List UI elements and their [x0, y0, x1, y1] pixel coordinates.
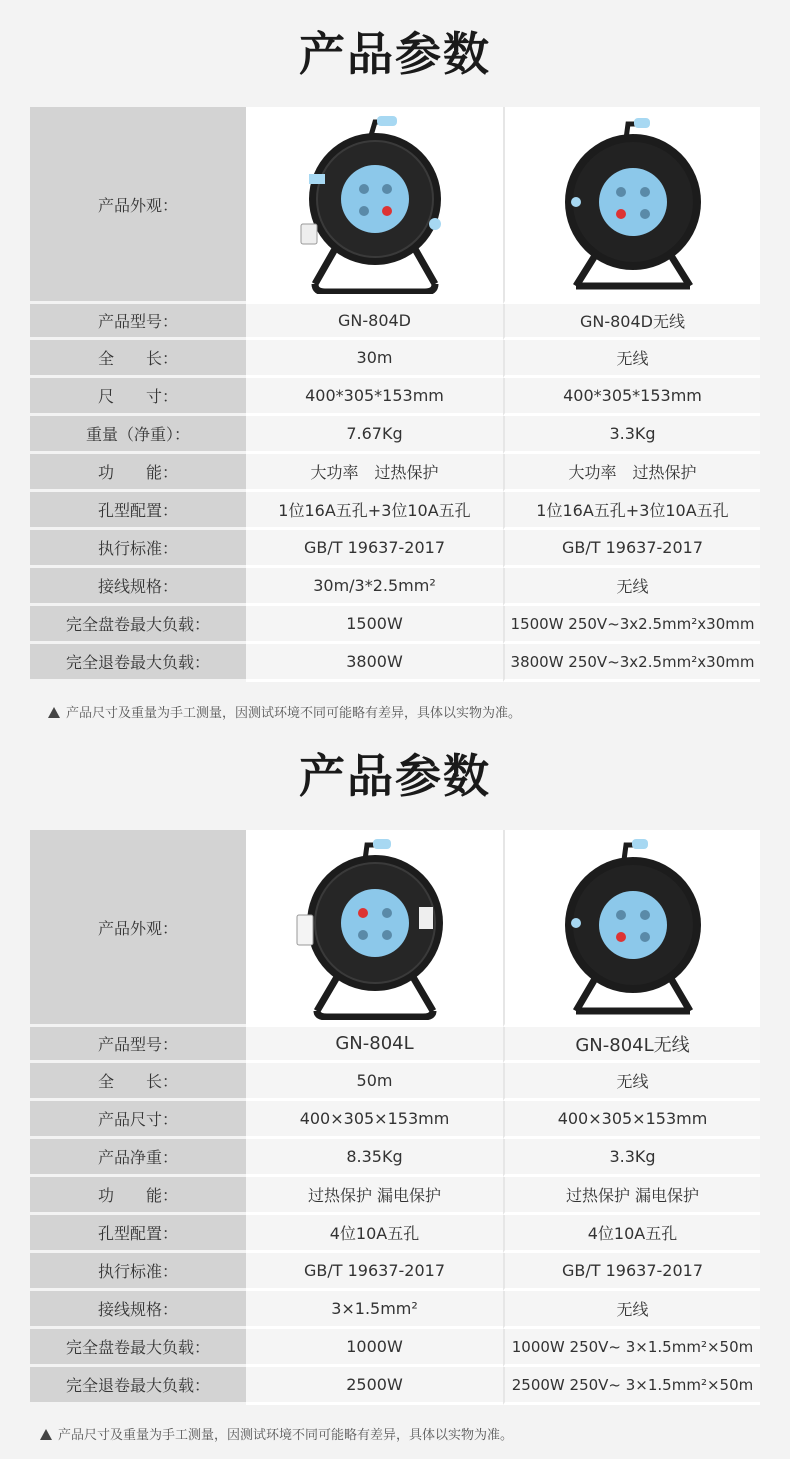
cell-function-b: 过热保护 漏电保护 [503, 1177, 760, 1215]
section-title-2: 产品参数 [299, 749, 491, 803]
cell-function-b: 大功率 过热保护 [503, 454, 760, 492]
cell-weight-a: 7.67Kg [246, 416, 503, 454]
cell-weight-b: 3.3Kg [503, 416, 760, 454]
cell-coiled-load-a: 1500W [246, 606, 503, 644]
disclaimer-note-2 [40, 1424, 513, 1443]
cable-reel-image [295, 835, 455, 1020]
row-label-size: 尺 寸： [30, 378, 246, 416]
cell-uncoiled-load-b: 2500W 250V~ 3×1.5mm²×50m [503, 1367, 760, 1405]
spec-table-1 [30, 107, 760, 682]
row-label-length: 全 长： [30, 340, 246, 378]
row-label-appearance: 产品外观： [30, 830, 246, 1027]
row-label-sockets: 孔型配置： [30, 492, 246, 530]
warning-icon [48, 707, 60, 718]
cell-function-a: 过热保护 漏电保护 [246, 1177, 503, 1215]
row-label-model: 产品型号： [30, 1027, 246, 1063]
section-title-1: 产品参数 [299, 27, 491, 81]
cell-size-a: 400×305×153mm [246, 1101, 503, 1139]
cable-reel-image [558, 114, 708, 294]
row-label-wire-spec: 接线规格： [30, 1291, 246, 1329]
cell-length-a: 30m [246, 340, 503, 378]
cell-wire-spec-a: 3×1.5mm² [246, 1291, 503, 1329]
row-label-uncoiled-load: 完全退卷最大负载： [30, 644, 246, 682]
row-label-coiled-load: 完全盘卷最大负载： [30, 606, 246, 644]
cell-model-b: GN-804D无线 [503, 304, 760, 340]
row-label-model: 产品型号： [30, 304, 246, 340]
cell-length-b: 无线 [503, 1063, 760, 1101]
cell-length-a: 50m [246, 1063, 503, 1101]
row-label-uncoiled-load: 完全退卷最大负载： [30, 1367, 246, 1405]
cell-wire-spec-b: 无线 [503, 568, 760, 606]
cell-weight-b: 3.3Kg [503, 1139, 760, 1177]
cell-model-a: GN-804L [246, 1027, 503, 1063]
disclaimer-text-1: 产品尺寸及重量为手工测量，因测试环境不同可能略有差异，具体以实物为准。 [66, 706, 522, 721]
cable-reel-image [558, 835, 708, 1020]
cell-sockets-a: 4位10A五孔 [246, 1215, 503, 1253]
cell-coiled-load-b: 1000W 250V~ 3×1.5mm²×50m [503, 1329, 760, 1367]
cell-wire-spec-a: 30m/3*2.5mm² [246, 568, 503, 606]
spec-table-2 [30, 830, 760, 1405]
row-label-function: 功 能： [30, 454, 246, 492]
cell-function-a: 大功率 过热保护 [246, 454, 503, 492]
cell-size-a: 400*305*153mm [246, 378, 503, 416]
row-label-function: 功 能： [30, 1177, 246, 1215]
row-label-standard: 执行标准： [30, 1253, 246, 1291]
row-label-appearance: 产品外观： [30, 107, 246, 304]
cell-coiled-load-b: 1500W 250V~3x2.5mm²x30mm [503, 606, 760, 644]
disclaimer-note-1 [48, 702, 521, 721]
cell-uncoiled-load-a: 2500W [246, 1367, 503, 1405]
cell-model-a: GN-804D [246, 304, 503, 340]
cell-sockets-b: 4位10A五孔 [503, 1215, 760, 1253]
cell-standard-a: GB/T 19637-2017 [246, 1253, 503, 1291]
cell-coiled-load-a: 1000W [246, 1329, 503, 1367]
cell-sockets-a: 1位16A五孔+3位10A五孔 [246, 492, 503, 530]
warning-icon [40, 1429, 52, 1440]
disclaimer-text-2: 产品尺寸及重量为手工测量，因测试环境不同可能略有差异，具体以实物为准。 [58, 1428, 514, 1443]
cell-standard-b: GB/T 19637-2017 [503, 530, 760, 568]
product-image-804l-wireless [503, 830, 760, 1027]
row-label-standard: 执行标准： [30, 530, 246, 568]
cell-wire-spec-b: 无线 [503, 1291, 760, 1329]
row-label-size: 产品尺寸： [30, 1101, 246, 1139]
cell-sockets-b: 1位16A五孔+3位10A五孔 [503, 492, 760, 530]
cell-size-b: 400*305*153mm [503, 378, 760, 416]
cell-weight-a: 8.35Kg [246, 1139, 503, 1177]
row-label-wire-spec: 接线规格： [30, 568, 246, 606]
cell-uncoiled-load-a: 3800W [246, 644, 503, 682]
cell-length-b: 无线 [503, 340, 760, 378]
cable-reel-image [295, 114, 455, 294]
row-label-coiled-load: 完全盘卷最大负载： [30, 1329, 246, 1367]
cell-model-b: GN-804L无线 [503, 1027, 760, 1063]
cell-standard-b: GB/T 19637-2017 [503, 1253, 760, 1291]
cell-uncoiled-load-b: 3800W 250V~3x2.5mm²x30mm [503, 644, 760, 682]
cell-size-b: 400×305×153mm [503, 1101, 760, 1139]
product-image-804d-wireless [503, 107, 760, 304]
product-image-804d [246, 107, 503, 304]
row-label-length: 全 长： [30, 1063, 246, 1101]
row-label-sockets: 孔型配置： [30, 1215, 246, 1253]
cell-standard-a: GB/T 19637-2017 [246, 530, 503, 568]
row-label-weight: 重量（净重）： [30, 416, 246, 454]
product-image-804l [246, 830, 503, 1027]
row-label-weight: 产品净重： [30, 1139, 246, 1177]
